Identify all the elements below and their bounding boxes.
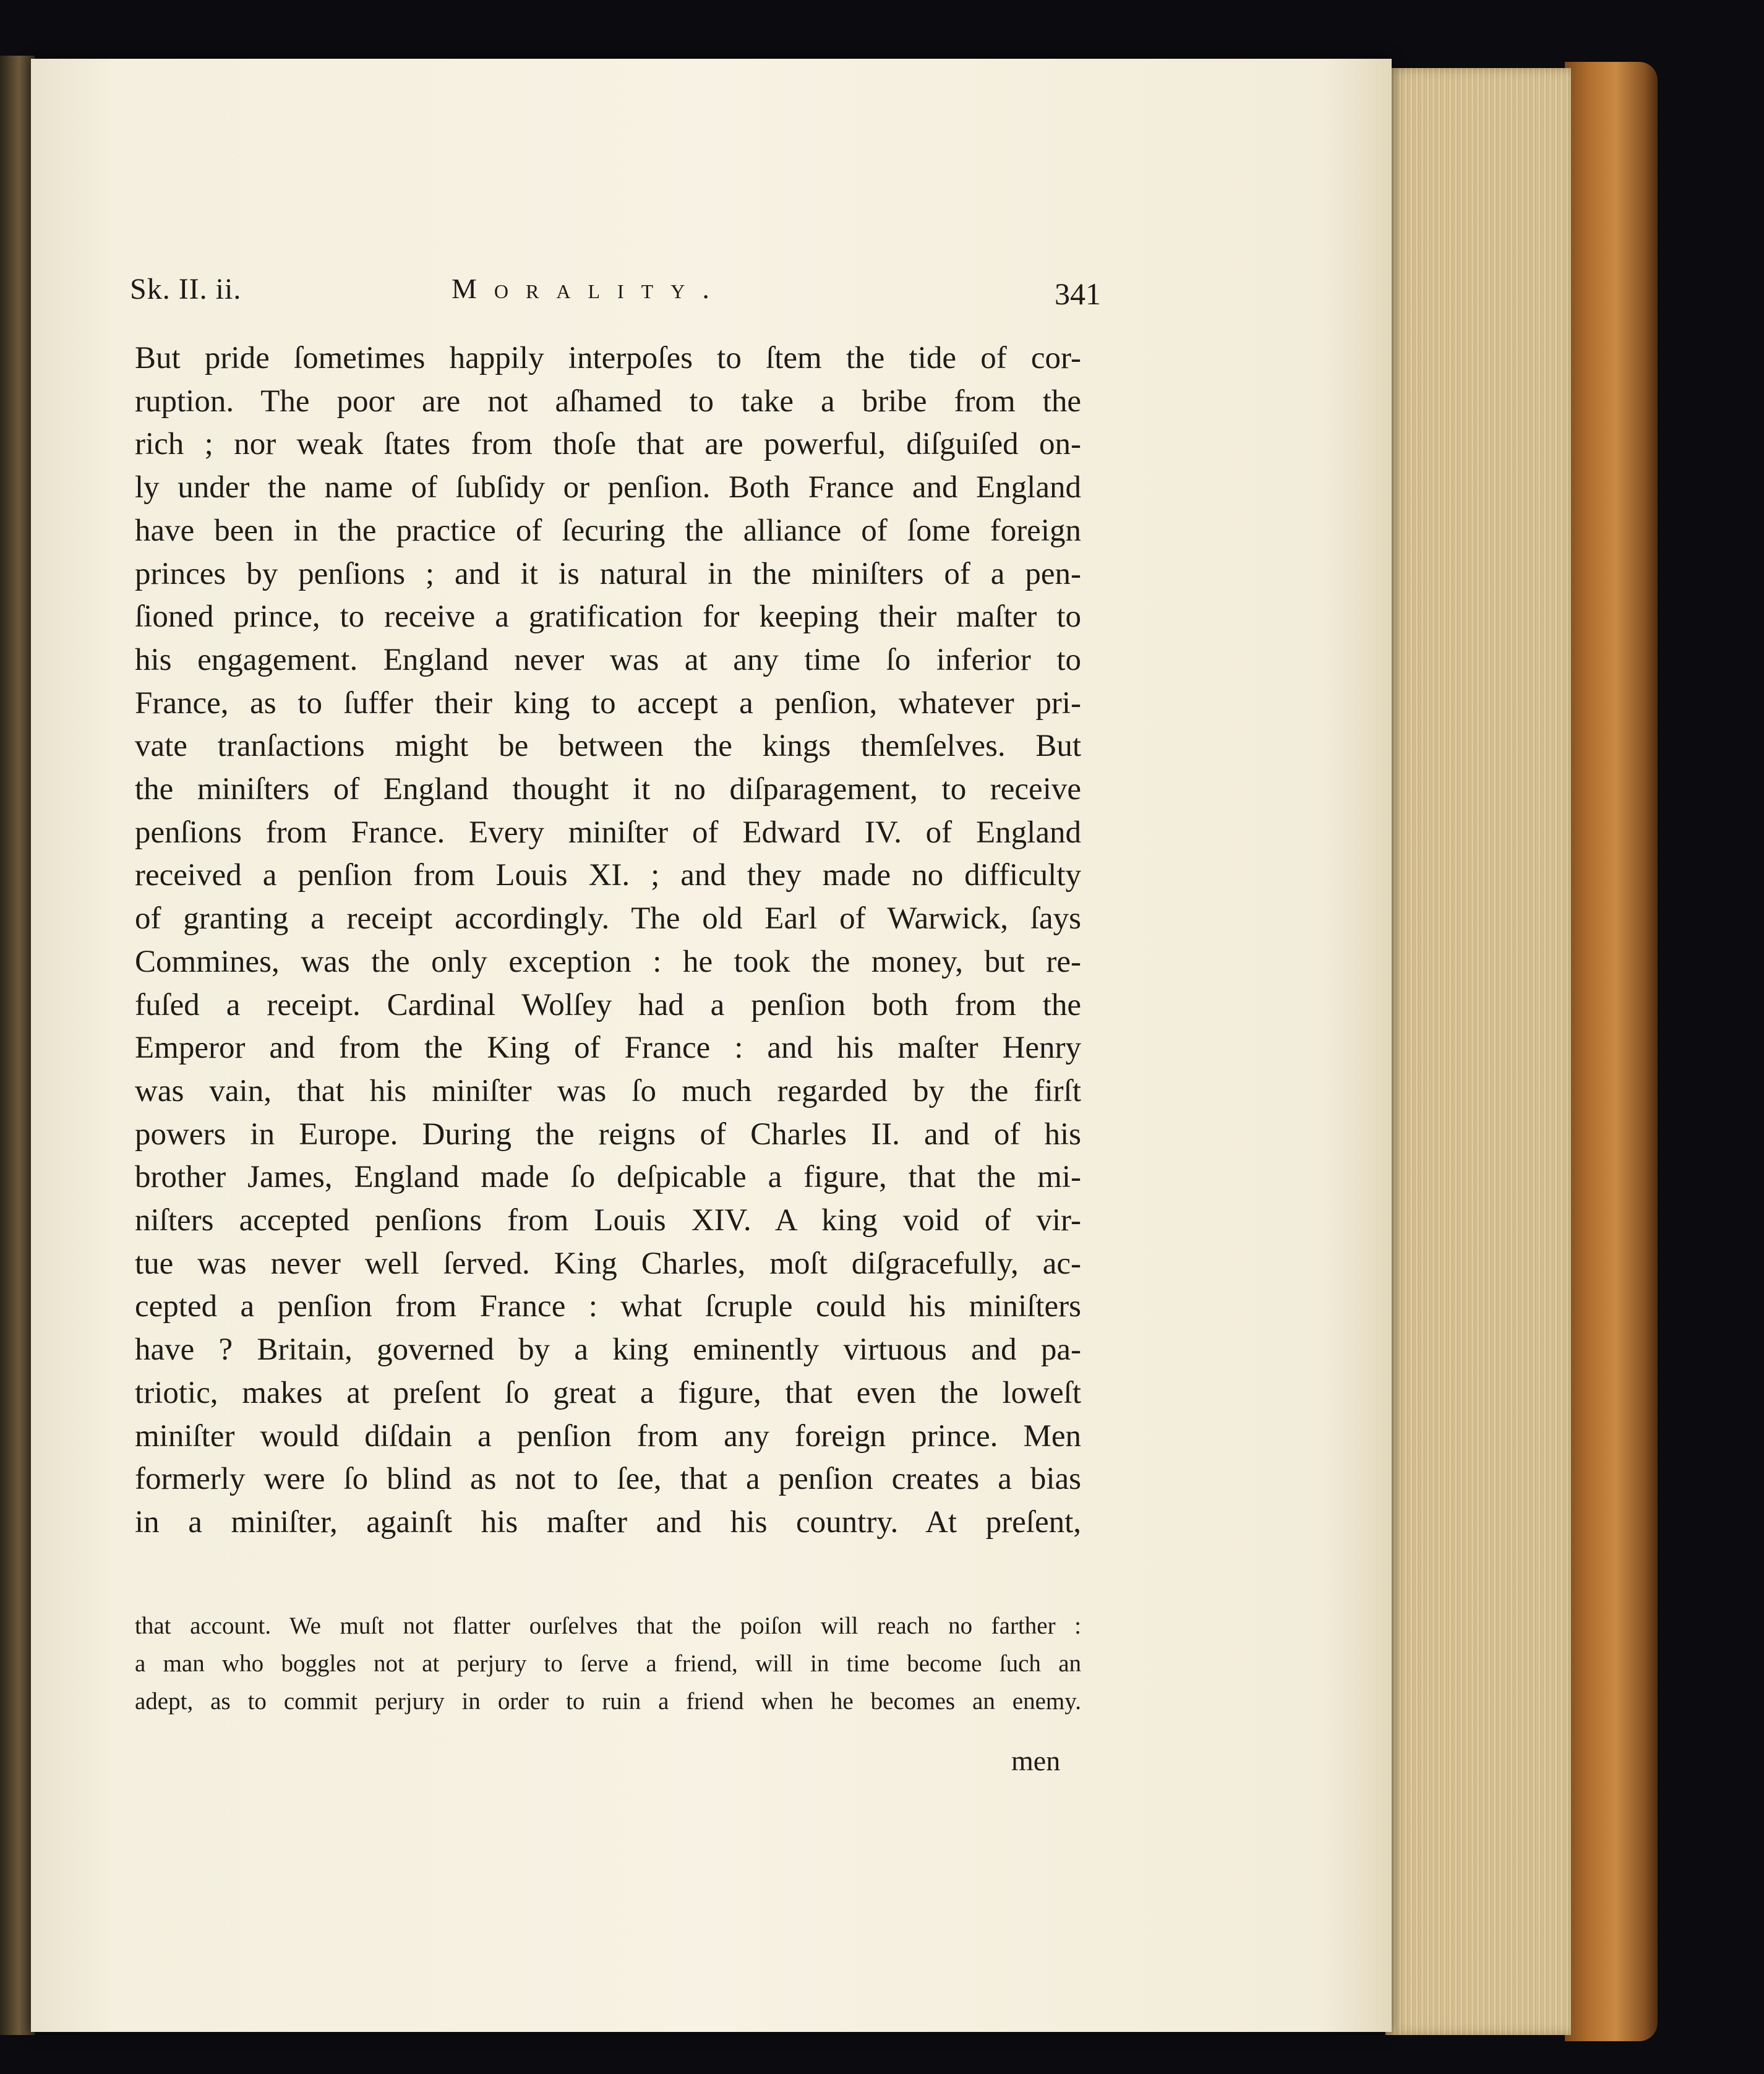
text-line: Commines, was the only exception : he took the money, but re-: [135, 944, 1081, 979]
main-text-block: [135, 337, 1081, 1545]
text-line: penſions from France. Every miniſter of Edward IV. of England: [135, 815, 1081, 850]
book-cover-left-edge: [0, 56, 35, 2035]
text-line: ly under the name of ſubſidy or penſion. Both France and England: [135, 470, 1081, 505]
page-number: 341: [1055, 276, 1101, 311]
footnote-line: a man who boggles not at perjury to ſerve a friend, will in time become ſuch an: [135, 1650, 1081, 1677]
text-line: triotic, makes at preſent ſo great a figure, that even the loweſt: [135, 1375, 1081, 1410]
footnote-block: [135, 1607, 1081, 1720]
text-line: cepted a penſion from France : what ſcruple could his miniſters: [135, 1289, 1081, 1324]
text-line: the miniſters of England thought it no diſparagement, to receive: [135, 772, 1081, 807]
text-line: brother James, England made ſo deſpicable a figure, that the mi-: [135, 1160, 1081, 1195]
footnote-line: that account. We muſt not flatter ourſelves that the poiſon will reach no farther :: [135, 1613, 1081, 1639]
book-cover-right-edge: [1565, 62, 1658, 2041]
text-line: formerly were ſo blind as not to ſee, that a penſion creates a bias: [135, 1462, 1081, 1497]
text-line: vate tranſactions might be between the kings themſelves. But: [135, 729, 1081, 764]
text-line: Emperor and from the King of France : and his maſter Henry: [135, 1031, 1081, 1066]
running-header: [130, 272, 1101, 322]
text-line: in a miniſter, againſt his maſter and his country. At preſent,: [135, 1504, 1081, 1540]
text-line: France, as to ſuffer their king to accept a penſion, whatever pri-: [135, 685, 1081, 721]
text-line: niſters accepted penſions from Louis XIV. A king void of vir-: [135, 1203, 1081, 1238]
footnote-line: adept, as to commit perjury in order to ruin a friend when he becomes an enemy.: [135, 1688, 1081, 1715]
catchword: men: [1011, 1745, 1061, 1776]
text-line: received a penſion from Louis XI. ; and they made no difficulty: [135, 858, 1081, 893]
text-line: fuſed a receipt. Cardinal Wolſey had a penſion both from the: [135, 987, 1081, 1022]
section-reference: Sk. II. ii.: [130, 273, 242, 306]
text-line: powers in Europe. During the reigns of Charles II. and of his: [135, 1116, 1081, 1152]
text-line: was vain, that his miniſter was ſo much regarded by the firſt: [135, 1073, 1081, 1108]
text-line: princes by penſions ; and it is natural in the miniſters of a pen-: [135, 556, 1081, 591]
page-block-edges: [1385, 68, 1571, 2035]
text-line: tue was never well ſerved. King Charles, moſt diſgracefully, ac-: [135, 1246, 1081, 1281]
text-line: ſioned prince, to receive a gratification for keeping their maſter to: [135, 599, 1081, 635]
text-line: have been in the practice of ſecuring the alliance of ſome foreign: [135, 513, 1081, 548]
text-line: But pride ſometimes happily interpoſes to ſtem the tide of cor-: [135, 341, 1081, 375]
running-title: Morality.: [452, 273, 727, 304]
text-line: of granting a receipt accordingly. The old Earl of Warwick, ſays: [135, 901, 1081, 936]
text-line: his engagement. England never was at any time ſo inferior to: [135, 642, 1081, 677]
text-line: miniſter would diſdain a penſion from any foreign prince. Men: [135, 1418, 1081, 1454]
text-line: rich ; nor weak ſtates from thoſe that are powerful, diſguiſed on-: [135, 427, 1081, 462]
text-line: have ? Britain, governed by a king eminently virtuous and pa-: [135, 1332, 1081, 1368]
text-line: ruption. The poor are not aſhamed to take a bribe from the: [135, 384, 1081, 419]
